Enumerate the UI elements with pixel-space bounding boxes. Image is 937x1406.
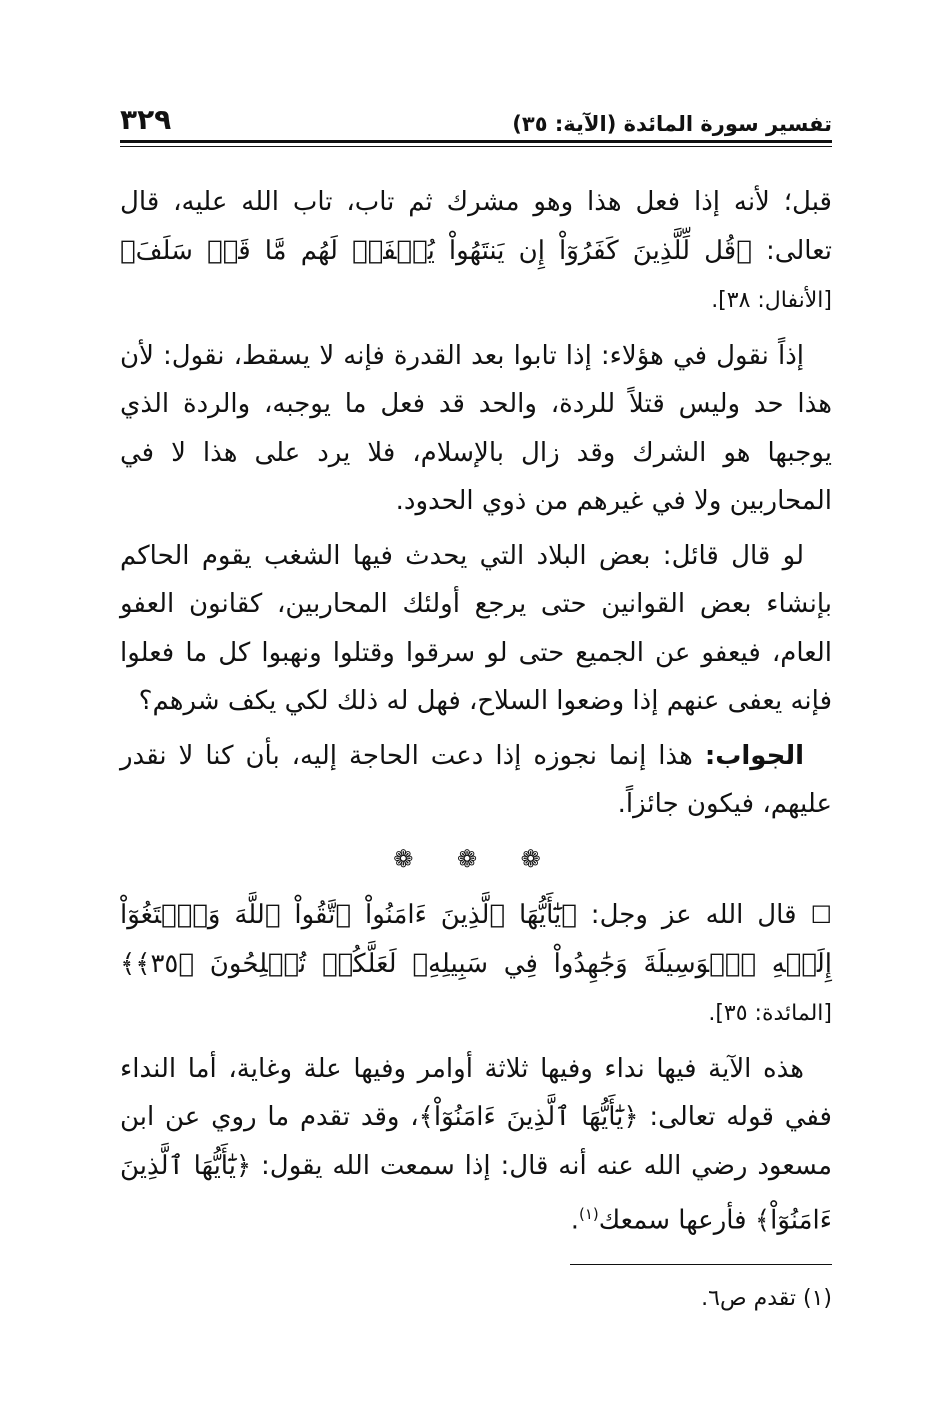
- verse-intro: قال الله عز وجل:: [576, 900, 811, 930]
- header-rule-thick: [120, 140, 832, 143]
- paragraph-5-end: .: [570, 1205, 579, 1236]
- paragraph-5: [120, 1045, 832, 1246]
- answer-text: هذا إنما نجوزه إذا دعت الحاجة إليه، بأن كنا لا نقدر عليهم، فيكون جائزاً.: [120, 740, 832, 819]
- footnote-rule: [570, 1264, 832, 1265]
- paragraph-1: [120, 178, 832, 326]
- page-header: [120, 88, 832, 136]
- paragraph-1-text: قبل؛ لأنه إذا فعل هذا وهو مشرك ثم تاب، تاب الله عليه، قال تعالى:: [120, 187, 833, 266]
- paragraph-4: [120, 732, 832, 829]
- page-body: [120, 178, 832, 1251]
- chapter-title: تفسير سورة المائدة (الآية: ٣٥): [512, 112, 832, 136]
- quran-reference: [الأنفال: ٣٨].: [711, 288, 832, 313]
- quran-quote-3: ﴿يَٰٓأَيُّهَا ٱلَّذِينَ ءَامَنُوٓاْ﴾: [120, 1150, 832, 1236]
- header-rule-thin: [120, 146, 832, 147]
- square-bullet-icon: ☐: [810, 901, 832, 929]
- section-separator: ❁ ❁ ❁: [393, 844, 559, 873]
- footnote: (١) تقدم ص٦.: [701, 1286, 832, 1311]
- paragraph-5-text-2: ، وقد تقدم ما روي عن ابن مسعود رضي الله عنه أنه قال: إذا سمعت الله يقول:: [120, 1102, 832, 1181]
- verse-reference: [المائدة: ٣٥].: [708, 1001, 832, 1026]
- paragraph-2: إذاً نقول في هؤلاء: إذا تابوا بعد القدرة فإنه لا يسقط، نقول: لأن هذا حد وليس قتلاً للردة، والحد قد فعل ما يوجبه، والردة الذي يوجبها هو الشرك وقد زال بالإسلام، فلا يرد على هذا لا في المحاربين ولا في غيرهم من ذوي الحدود.: [120, 340, 832, 516]
- quran-quote-2: ﴿يَٰٓأَيُّهَا ٱلَّذِينَ ءَامَنُوٓاْ﴾: [418, 1102, 639, 1132]
- paragraph-5-text-3: فأرعها سمعك: [598, 1205, 755, 1236]
- page-number: ٣٢٩: [120, 103, 172, 136]
- paragraph-5-text: هذه الآية فيها نداء وفيها ثلاثة أوامر وفيها علة وغاية، أما النداء ففي قوله تعالى:: [120, 1053, 832, 1132]
- verse-paragraph: [120, 891, 832, 1039]
- quran-quote: ﴿قُل لِّلَّذِينَ كَفَرُوٓاْ إِن يَنتَهُواْ يُغۡفَرۡ لَهُم مَّا قَدۡ سَلَفَ﴾: [120, 235, 752, 266]
- verse-quran: ﴿يَٰٓأَيُّهَا ٱلَّذِينَ ءَامَنُواْ ٱتَّقُواْ ٱللَّهَ وَٱبۡتَغُوٓاْ إِلَيۡهِ ٱلۡوَسِيلَةَ وَجَٰهِدُواْ فِي سَبِيلِهِۦ لَعَلَّكُمۡ تُفۡلِحُونَ ﴿٣٥﴾﴾: [120, 900, 832, 979]
- footnote-marker: (١): [578, 1205, 599, 1223]
- answer-label: الجواب:: [704, 740, 804, 771]
- paragraph-3: لو قال قائل: بعض البلاد التي يحدث فيها الشغب يقوم الحاكم بإنشاء بعض القوانين حتى يرجع أولئك المحاربين، كقانون العفو العام، فيعفو عن الجميع حتى لو سرقوا وقتلوا ونهبوا كل ما فعلوا فإنه يعفى عنهم إذا وضعوا السلاح، فهل له ذلك لكي يكف شرهم؟: [120, 540, 832, 716]
